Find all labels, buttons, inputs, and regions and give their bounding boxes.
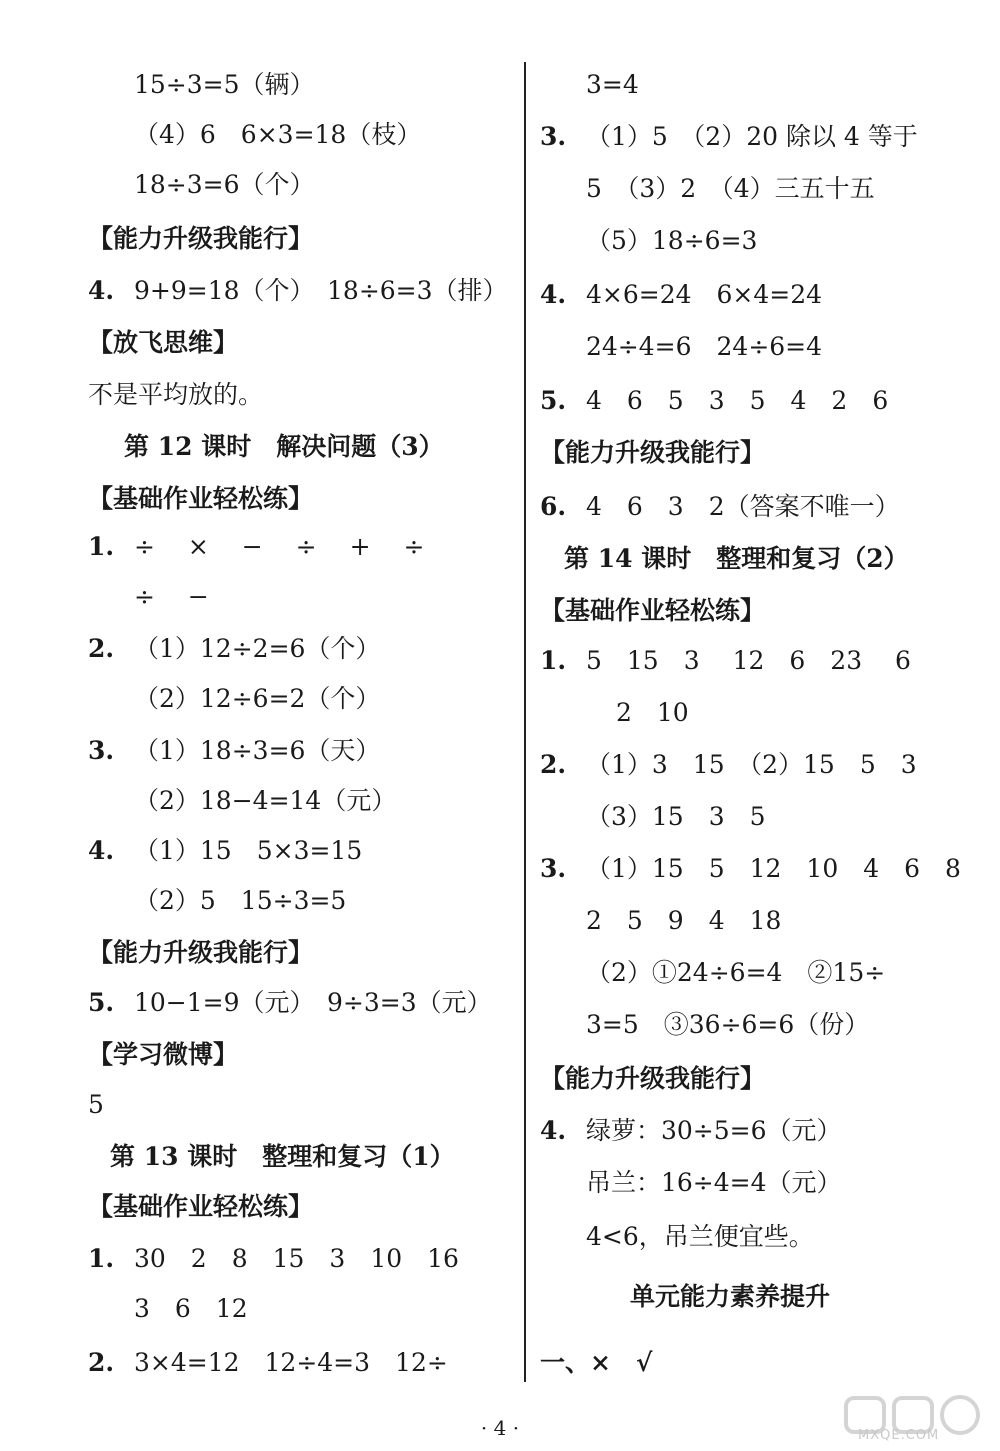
- right-text-line: 4.: [540, 280, 567, 309]
- left-text-line: 5.: [88, 988, 115, 1017]
- left-text-line: 3×4=12 12÷4=3 12÷: [134, 1348, 448, 1377]
- watermark-text: MXQE.COM: [858, 1428, 940, 1443]
- left-text-line: 30 2 8 15 3 10 16: [134, 1244, 459, 1273]
- left-text-line: 第 13 课时 整理和复习（1）: [110, 1142, 455, 1171]
- left-text-line: 2.: [88, 634, 115, 663]
- right-text-line: 4.: [540, 1116, 567, 1145]
- right-text-line: 第 14 课时 整理和复习（2）: [564, 544, 909, 573]
- left-text-line: ÷ −: [134, 582, 209, 611]
- right-text-line: （1）5 （2）20 除以 4 等于: [586, 122, 918, 151]
- left-text-line: 不是平均放的。: [88, 380, 264, 409]
- right-text-line: 2 10: [616, 698, 689, 727]
- left-text-line: （1）18÷3=6（天）: [134, 736, 381, 765]
- right-text-line: 3.: [540, 122, 567, 151]
- left-text-line: （1）15 5×3=15: [134, 836, 363, 865]
- right-text-line: 3.: [540, 854, 567, 883]
- right-text-line: 6.: [540, 492, 567, 521]
- right-text-line: （1）15 5 12 10 4 6 8: [586, 854, 961, 883]
- left-text-line: 【能力升级我能行】: [88, 938, 314, 967]
- right-text-line: 5 15 3 12 6 23 6: [586, 646, 911, 675]
- right-text-line: 4<6，吊兰便宜些。: [586, 1222, 814, 1251]
- right-text-line: （5）18÷6=3: [586, 226, 758, 255]
- left-text-line: 15÷3=5（辆）: [134, 70, 315, 99]
- right-text-line: （1）3 15 （2）15 5 3: [586, 750, 917, 779]
- left-text-line: 10−1=9（元） 9÷3=3（元）: [134, 988, 492, 1017]
- right-text-line: 4 6 5 3 5 4 2 6: [586, 386, 889, 415]
- left-text-line: （4）6 6×3=18（枝）: [134, 120, 422, 149]
- right-text-line: 4 6 3 2（答案不唯一）: [586, 492, 900, 521]
- left-text-line: （1）12÷2=6（个）: [134, 634, 381, 663]
- right-text-line: 3=5 ③36÷6=6（份）: [586, 1010, 870, 1039]
- left-text-line: 【学习微博】: [88, 1040, 239, 1069]
- right-text-line: 5.: [540, 386, 567, 415]
- left-text-line: 【能力升级我能行】: [88, 224, 314, 253]
- right-text-line: （2）①24÷6=4 ②15÷: [586, 958, 886, 987]
- right-text-line: 2 5 9 4 18: [586, 906, 782, 935]
- right-text-line: 3=4: [586, 70, 639, 99]
- left-text-line: 3.: [88, 736, 115, 765]
- right-text-line: 吊兰：16÷4=4（元）: [586, 1168, 842, 1197]
- right-text-line: 2.: [540, 750, 567, 779]
- right-text-line: 【基础作业轻松练】: [540, 596, 766, 625]
- left-text-line: 【放飞思维】: [88, 328, 239, 357]
- left-text-line: 4.: [88, 836, 115, 865]
- page-number: · 4 ·: [480, 1416, 520, 1440]
- left-text-line: 3 6 12: [134, 1294, 248, 1323]
- right-text-line: 【能力升级我能行】: [540, 438, 766, 467]
- right-text-line: 5 （3）2 （4）三五十五: [586, 174, 875, 203]
- left-text-line: 1.: [88, 1244, 115, 1273]
- right-text-line: 单元能力素养提升: [630, 1282, 831, 1311]
- left-text-line: 第 12 课时 解决问题（3）: [124, 432, 444, 461]
- right-text-line: 1.: [540, 646, 567, 675]
- left-text-line: 【基础作业轻松练】: [88, 484, 314, 513]
- left-text-line: 9+9=18（个） 18÷6=3（排）: [134, 276, 508, 305]
- left-text-line: 18÷3=6（个）: [134, 170, 315, 199]
- left-text-line: （2）5 15÷3=5: [134, 886, 347, 915]
- column-divider: [524, 62, 526, 1382]
- right-text-line: 4×6=24 6×4=24: [586, 280, 823, 309]
- left-text-line: 2.: [88, 1348, 115, 1377]
- right-text-line: 一、× √: [540, 1348, 653, 1377]
- right-text-line: 【能力升级我能行】: [540, 1064, 766, 1093]
- left-text-line: （2）12÷6=2（个）: [134, 684, 381, 713]
- left-text-line: （2）18−4=14（元）: [134, 786, 397, 815]
- left-text-line: 1.: [88, 532, 115, 561]
- left-text-line: 5: [88, 1090, 104, 1119]
- right-text-line: 24÷4=6 24÷6=4: [586, 332, 823, 361]
- right-text-line: （3）15 3 5: [586, 802, 766, 831]
- left-text-line: 4.: [88, 276, 115, 305]
- right-text-line: 绿萝：30÷5=6（元）: [586, 1116, 842, 1145]
- left-text-line: 【基础作业轻松练】: [88, 1192, 314, 1221]
- left-text-line: ÷ × − ÷ + ÷: [134, 532, 425, 561]
